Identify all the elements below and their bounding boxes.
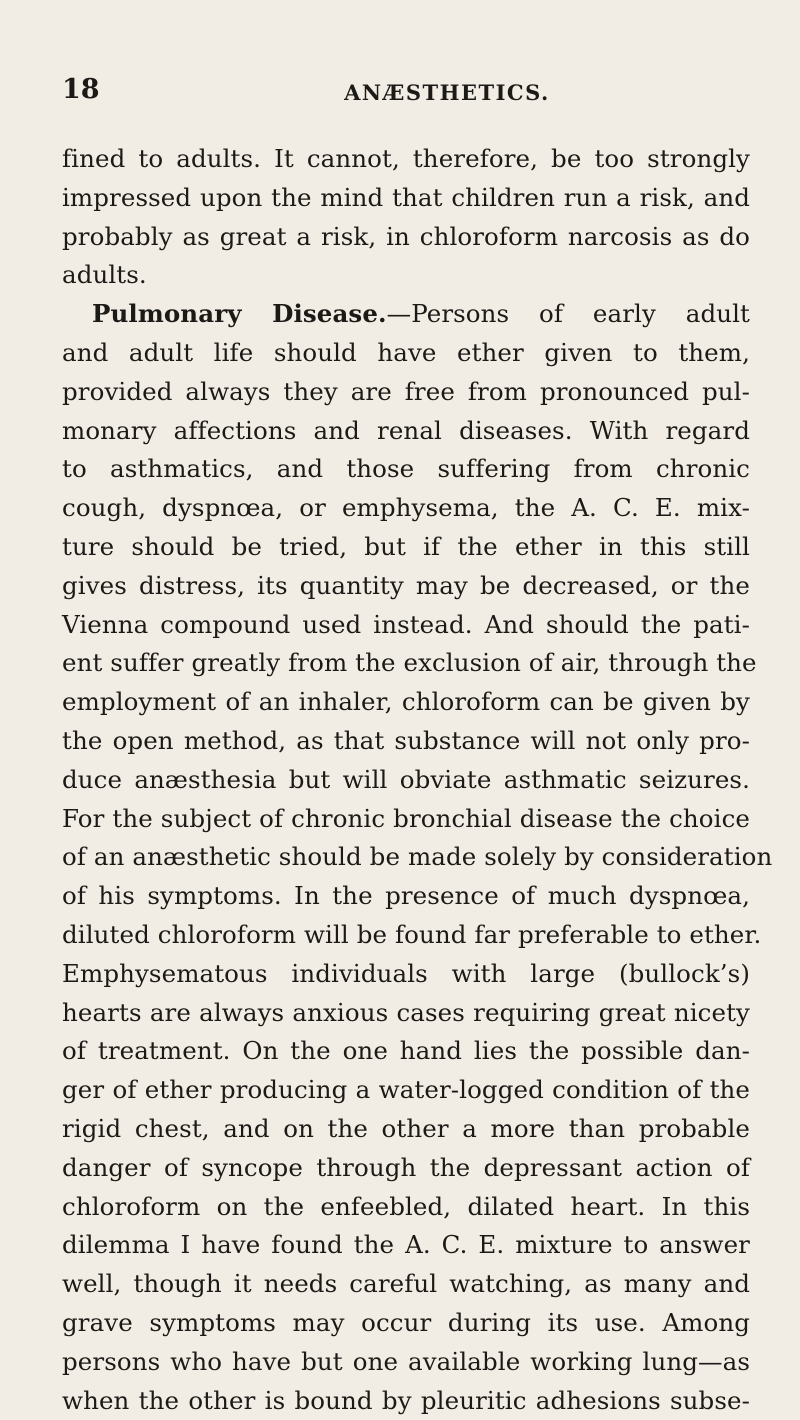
text-line: rigid chest, and on the other a more than probable bbox=[62, 1110, 750, 1149]
text-line: to asthmatics, and those suffering from chronic bbox=[62, 450, 750, 489]
text-line: diluted chloroform will be found far preferable to ether. bbox=[62, 916, 750, 955]
text-line: and adult life should have ether given to them, bbox=[62, 334, 750, 373]
paragraph-start-line bbox=[62, 295, 750, 334]
text-line: ent suffer greatly from the exclusion of air, through the bbox=[62, 644, 750, 683]
body-text bbox=[62, 140, 750, 1420]
text-line: probably as great a risk, in chloroform narcosis as do bbox=[62, 218, 750, 257]
text-line: gives distress, its quantity may be decreased, or the bbox=[62, 567, 750, 606]
text-line: of an anæsthetic should be made solely by consideration bbox=[62, 838, 750, 877]
text-line: monary affections and renal diseases. With regard bbox=[62, 412, 750, 451]
text-line: of treatment. On the one hand lies the possible dan- bbox=[62, 1032, 750, 1071]
text-line: For the subject of chronic bronchial disease the choice bbox=[62, 800, 750, 839]
text-line: ture should be tried, but if the ether in this still bbox=[62, 528, 750, 567]
text-line: persons who have but one available working lung—as bbox=[62, 1343, 750, 1382]
text-line: adults. bbox=[62, 256, 750, 295]
text-line: of his symptoms. In the presence of much dyspnœa, bbox=[62, 877, 750, 916]
text-line: danger of syncope through the depressant action of bbox=[62, 1149, 750, 1188]
text-line: Vienna compound used instead. And should the pati- bbox=[62, 606, 750, 645]
text-line: Emphysematous individuals with large (bullock’s) bbox=[62, 955, 750, 994]
text-line: hearts are always anxious cases requiring great nicety bbox=[62, 994, 750, 1033]
text-line: fined to adults. It cannot, therefore, be too strongly bbox=[62, 140, 750, 179]
text-line: duce anæsthesia but will obviate asthmatic seizures. bbox=[62, 761, 750, 800]
text-line: impressed upon the mind that children run a risk, and bbox=[62, 179, 750, 218]
text-line: when the other is bound by pleuritic adhesions subse- bbox=[62, 1382, 750, 1420]
text-line: well, though it needs careful watching, as many and bbox=[62, 1265, 750, 1304]
text-line-rest: —Persons of early adult bbox=[387, 299, 750, 328]
text-line: ger of ether producing a water-logged condition of the bbox=[62, 1071, 750, 1110]
running-head: ANÆSTHETICS. bbox=[62, 80, 752, 105]
section-heading: Pulmonary Disease. bbox=[92, 299, 387, 328]
text-line: employment of an inhaler, chloroform can be given by bbox=[62, 683, 750, 722]
text-line: the open method, as that substance will not only pro- bbox=[62, 722, 750, 761]
page-number: 18 bbox=[62, 74, 100, 105]
page-header bbox=[62, 74, 752, 114]
text-line: provided always they are free from pronounced pul- bbox=[62, 373, 750, 412]
text-line: chloroform on the enfeebled, dilated heart. In this bbox=[62, 1188, 750, 1227]
text-line: cough, dyspnœa, or emphysema, the A. C. E. mix- bbox=[62, 489, 750, 528]
text-line: grave symptoms may occur during its use. Among bbox=[62, 1304, 750, 1343]
text-line: dilemma I have found the A. C. E. mixture to answer bbox=[62, 1226, 750, 1265]
